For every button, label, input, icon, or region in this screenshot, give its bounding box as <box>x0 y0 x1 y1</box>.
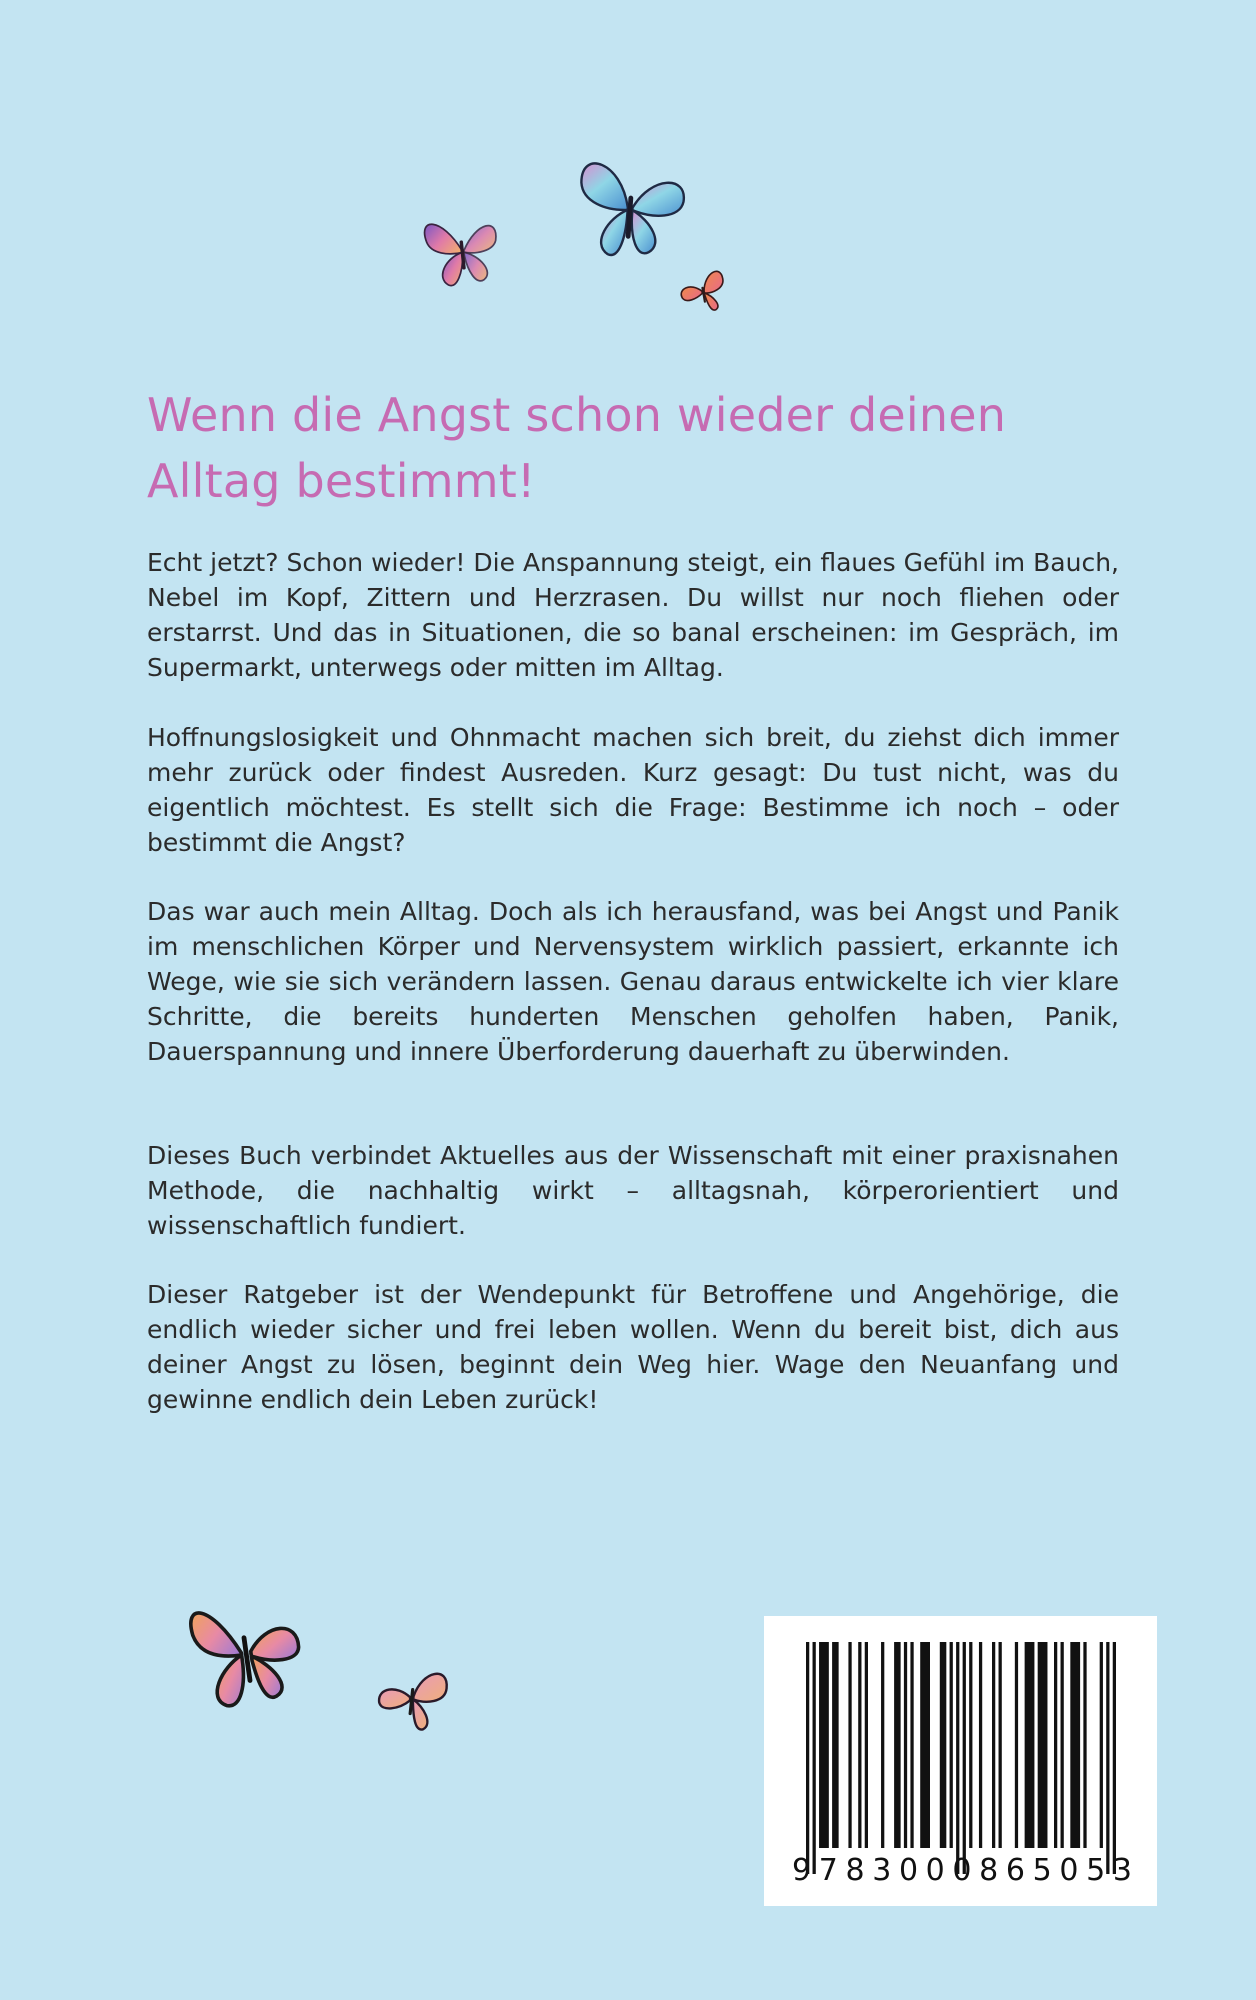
butterfly-icon <box>412 201 512 296</box>
blurb-paragraph: Echt jetzt? Schon wieder! Die Anspannung steigt, ein flaues Gefühl im Bauch, Nebel im Kopf, Zittern und Herzrasen. Du willst nur noch fliehen oder erstarrst. Und das in Situationen, die so banal erscheinen: im Gespräch, im Supermarkt, unterwegs oder mitten im Alltag. <box>147 548 1119 682</box>
barcode-bar <box>881 1642 884 1848</box>
barcode-bar <box>1113 1642 1116 1874</box>
isbn-digit: 0 <box>1059 1853 1079 1888</box>
butterfly-icon <box>556 145 704 274</box>
isbn-digit: 8 <box>845 1853 865 1888</box>
barcode-bar <box>865 1642 868 1848</box>
barcode-bar <box>1100 1642 1103 1848</box>
barcode-bar <box>956 1642 959 1874</box>
isbn-digit: 0 <box>925 1853 945 1888</box>
isbn-digit: 0 <box>952 1853 972 1888</box>
blurb-paragraph: Dieser Ratgeber ist der Wendepunkt für Betroffene und Angehörige, die endlich wieder sicher und frei leben wollen. Wenn du bereit bist, dich aus deiner Angst zu lösen, beginnt dein Weg hier. Wage den Neuanfang und gewinne endlich dein Leben zurück! <box>147 1280 1119 1414</box>
butterfly-icon <box>366 1652 458 1740</box>
isbn-digit: 6 <box>1005 1853 1025 1888</box>
butterfly-icon <box>178 1584 314 1720</box>
barcode-bar <box>992 1642 995 1848</box>
isbn-digit: 7 <box>818 1853 838 1888</box>
barcode-bar <box>1054 1642 1057 1848</box>
barcode-bar <box>969 1642 972 1848</box>
barcode-bar <box>1015 1642 1018 1848</box>
butterfly-icon <box>670 259 736 322</box>
barcode-bar <box>940 1642 947 1848</box>
barcode-bar <box>950 1642 953 1848</box>
barcode-bar <box>1025 1642 1035 1848</box>
isbn-digit: 5 <box>1032 1853 1052 1888</box>
barcode-bar <box>910 1642 913 1848</box>
barcode-bar <box>1070 1642 1080 1848</box>
barcode-bar <box>904 1642 907 1848</box>
barcode-bar <box>813 1642 816 1874</box>
barcode-bar <box>819 1642 829 1848</box>
barcode-bar <box>806 1642 809 1874</box>
cover-headline: Wenn die Angst schon wieder deinen Alltag bestimmt! <box>147 388 1007 508</box>
blurb-paragraph: Das war auch mein Alltag. Doch als ich herausfand, was bei Angst und Panik im menschlichen Körper und Nervensystem wirklich passiert, erkannte ich Wege, wie sie sich verändern lassen. Genau daraus entwickelte ich vier klare Schritte, die bereits hunderten Menschen geholfen haben, Panik, Dauerspannung und innere Überforderung dauerhaft zu überwinden. <box>147 897 1119 1066</box>
isbn-digit: 8 <box>979 1853 999 1888</box>
barcode-bar <box>1061 1642 1064 1848</box>
barcode-bar <box>999 1642 1002 1848</box>
barcode-bar <box>832 1642 839 1848</box>
barcode-bar <box>963 1642 966 1874</box>
barcode-bar <box>858 1642 861 1848</box>
isbn-number <box>792 1854 1132 1888</box>
isbn-digit: 3 <box>872 1853 892 1888</box>
blurb-paragraph: Dieses Buch verbindet Aktuelles aus der Wissenschaft mit einer praxisnahen Methode, die nachhaltig wirkt – alltagsnah, körperorientiert und wissenschaftlich fundiert. <box>147 1141 1119 1240</box>
isbn-digit: 9 <box>792 1853 812 1888</box>
isbn-digit: 5 <box>1086 1853 1106 1888</box>
barcode-bar <box>848 1642 851 1848</box>
barcode-bar <box>1038 1642 1048 1848</box>
barcode-bar <box>1083 1642 1086 1848</box>
barcode-bar <box>1106 1642 1109 1874</box>
barcode-bar <box>894 1642 901 1848</box>
isbn-digit: 0 <box>898 1853 919 1888</box>
isbn-digit: 3 <box>1112 1853 1132 1888</box>
barcode-bar <box>979 1642 982 1848</box>
blurb-paragraph: Hoffnungslosigkeit und Ohnmacht machen sich breit, du ziehst dich immer mehr zurück oder findest Ausreden. Kurz gesagt: Du tust nicht, was du eigentlich möchtest. Es stellt sich die Frage: Bestimme ich noch – oder bestimmt die Angst? <box>147 723 1119 857</box>
barcode-bars <box>806 1642 1116 1874</box>
isbn-barcode <box>764 1616 1157 1906</box>
barcode-bar <box>920 1642 930 1848</box>
